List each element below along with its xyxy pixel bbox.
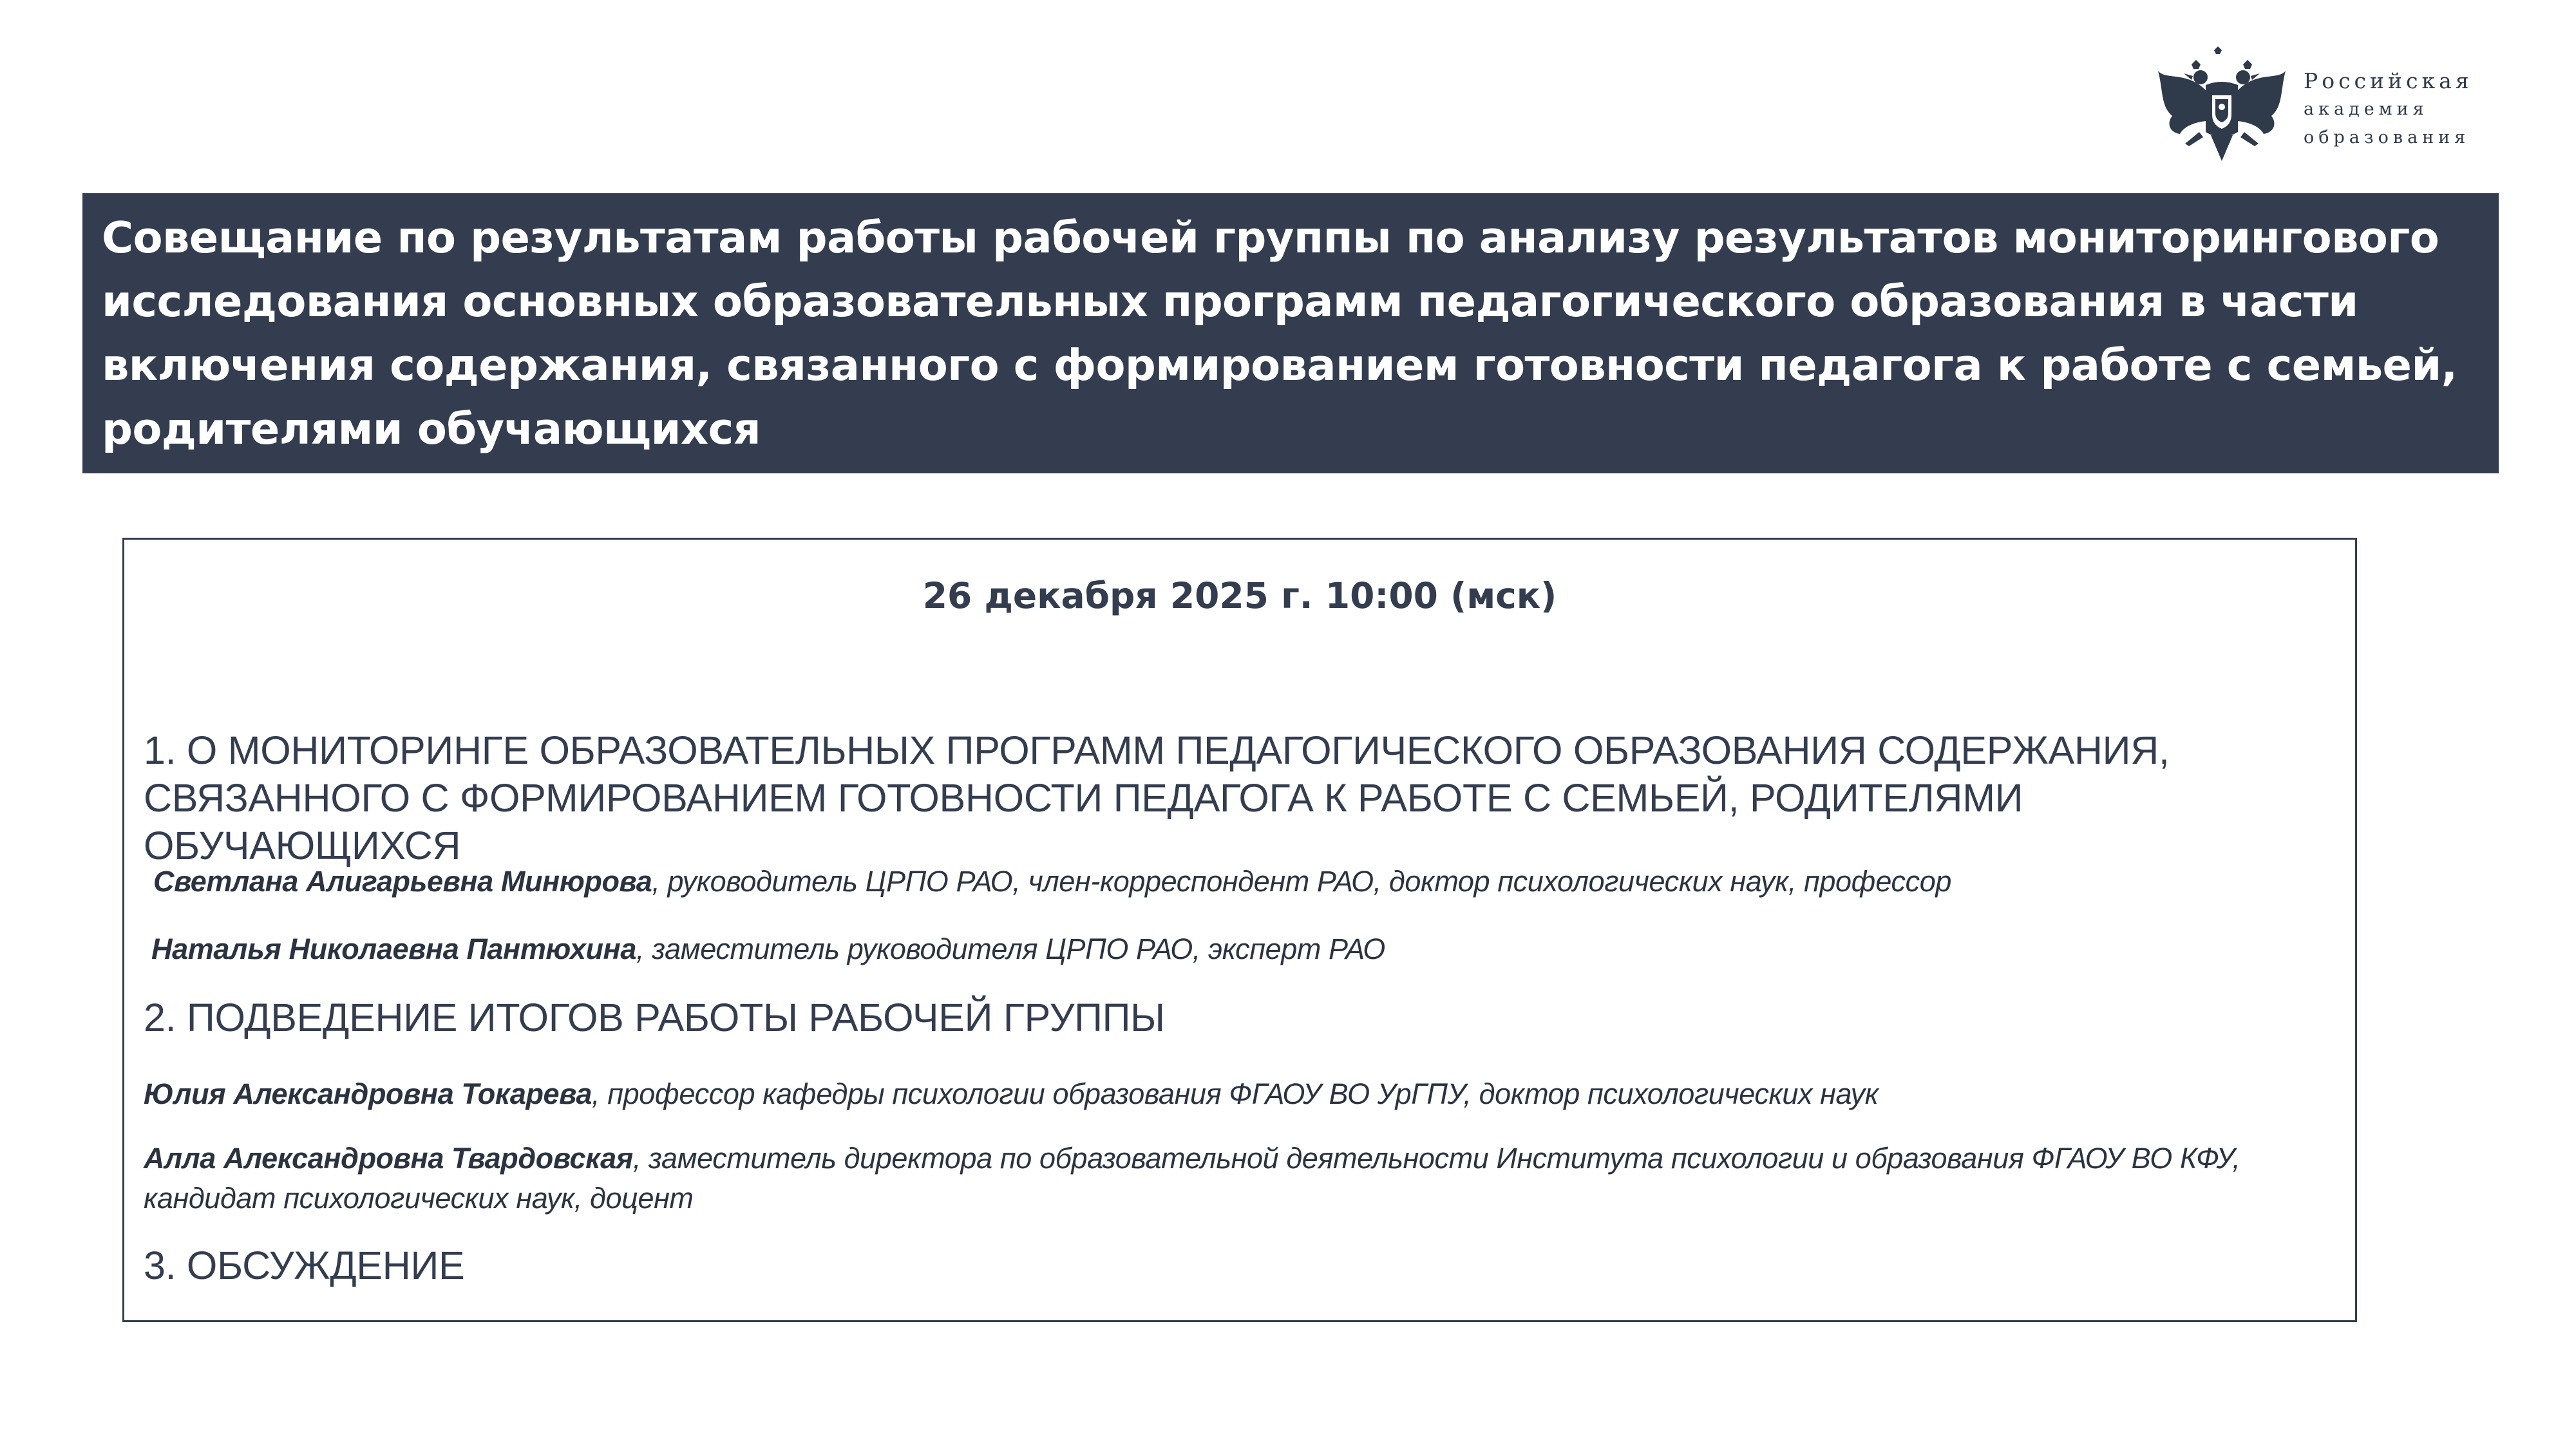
speaker: [144, 1074, 2336, 1114]
double-headed-eagle-emblem-icon: [2154, 45, 2289, 164]
logo-line-1: Российская: [2304, 68, 2473, 93]
speaker: [151, 929, 2336, 969]
agenda-item-2-heading: 2. ПОДВЕДЕНИЕ ИТОГОВ РАБОТЫ РАБОЧЕЙ ГРУППЫ: [144, 996, 1165, 1039]
logo-line-3: образования: [2304, 128, 2470, 147]
agenda-item-3-heading: 3. ОБСУЖДЕНИЕ: [144, 1244, 465, 1287]
meeting-date: 26 декабря 2025 г. 10:00 (мск): [922, 575, 1557, 616]
speaker: [153, 862, 2336, 902]
speaker-name: Светлана Алигарьевна Минюрова: [153, 865, 652, 898]
title-banner: [82, 193, 2499, 473]
speaker-name: Алла Александровна Твардовская: [144, 1142, 633, 1175]
speaker: [144, 1139, 2336, 1218]
speaker-role: , заместитель руководителя ЦРПО РАО, эксперт РАО: [636, 933, 1385, 965]
speaker-name: Юлия Александровна Токарева: [144, 1077, 592, 1110]
rao-logo: [2154, 45, 2515, 167]
page-title: Совещание по результатам работы рабочей группы по анализу результатов мониторингового исследования основных образовательных программ педагогического образования в части включения содержания, связанного с формированием готовности педагога к работе с семьей, родителями обучающихся: [102, 213, 2458, 454]
agenda-item-1-heading: 1. О МОНИТОРИНГЕ ОБРАЗОВАТЕЛЬНЫХ ПРОГРАММ ПЕДАГОГИЧЕСКОГО ОБРАЗОВАНИЯ СОДЕРЖАНИЯ, СВЯЗАННОГО С ФОРМИРОВАНИЕМ ГОТОВНОСТИ ПЕДАГОГА К РАБОТЕ С СЕМЬЕЙ, РОДИТЕЛЯМИ ОБУЧАЮЩИХСЯ: [144, 728, 2170, 867]
logo-wordmark: [2304, 67, 2473, 152]
speaker-role: , заместитель директора по образовательной деятельности Института психологии и образования ФГАОУ ВО КФУ, кандидат психологических наук, доцент: [144, 1142, 2240, 1215]
agenda-box: [122, 538, 2357, 1322]
speaker-name: Наталья Николаевна Пантюхина: [151, 933, 636, 965]
speaker-role: , руководитель ЦРПО РАО, член-корреспондент РАО, доктор психологических наук, профессор: [652, 865, 1951, 898]
speaker-role: , профессор кафедры психологии образования ФГАОУ ВО УрГПУ, доктор психологических наук: [592, 1077, 1879, 1110]
logo-line-2: академия: [2304, 99, 2429, 119]
